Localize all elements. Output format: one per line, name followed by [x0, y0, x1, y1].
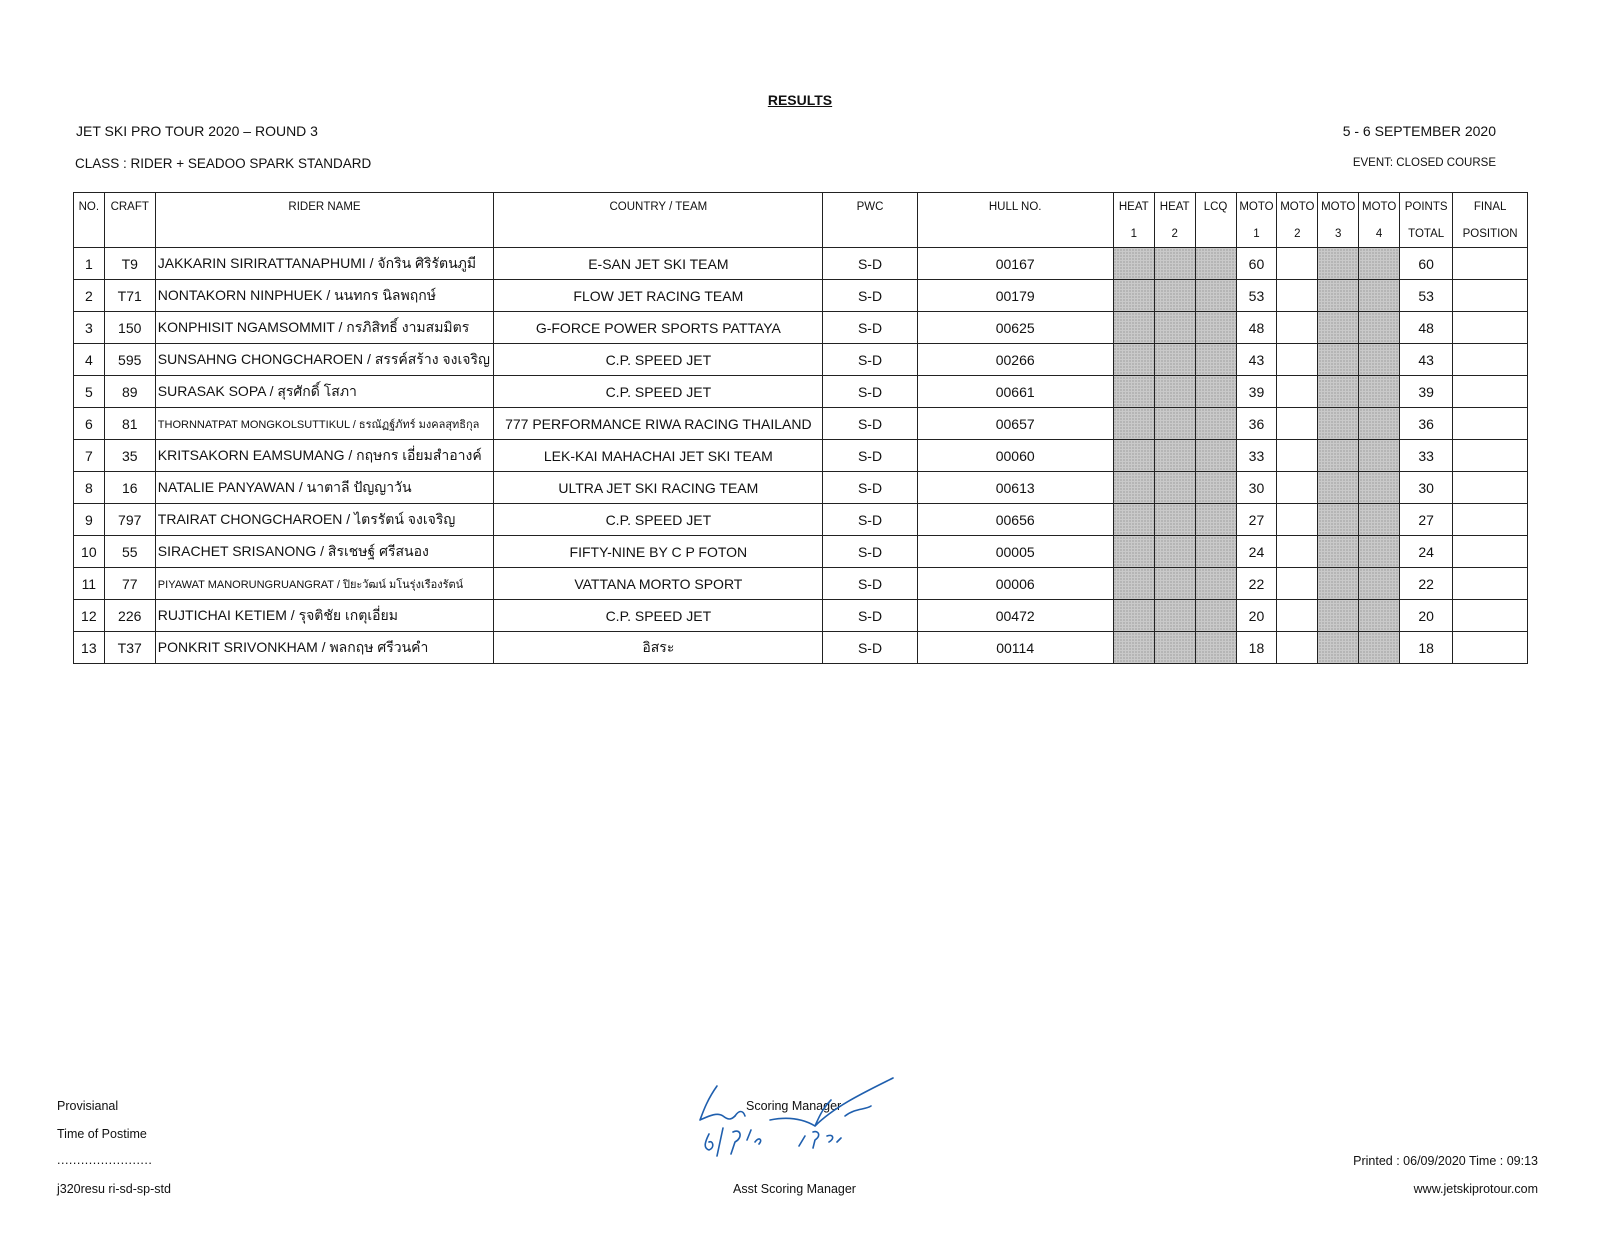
col-hull: HULL NO.: [917, 193, 1113, 221]
table-row: [74, 312, 1528, 344]
cell-heat2: [1154, 440, 1195, 472]
cell-craft: 89: [104, 376, 155, 408]
cell-moto2: [1277, 376, 1318, 408]
cell-moto3: [1318, 280, 1359, 312]
cell-total: 20: [1400, 600, 1453, 632]
cell-moto4: [1359, 312, 1400, 344]
cell-craft: 55: [104, 536, 155, 568]
cell-moto1: 48: [1236, 312, 1277, 344]
cell-craft: 150: [104, 312, 155, 344]
cell-rider: SIRACHET SRISANONG / สิรเชษฐ์ ศรีสนอง: [155, 536, 493, 568]
cell-team: E-SAN JET SKI TEAM: [494, 248, 823, 280]
cell-moto3: [1318, 536, 1359, 568]
asst-scoring-manager-label: Asst Scoring Manager: [733, 1182, 856, 1196]
cell-pwc: S-D: [823, 504, 917, 536]
table-row: [74, 504, 1528, 536]
col-moto4: MOTO: [1359, 193, 1400, 221]
cell-pwc: S-D: [823, 312, 917, 344]
cell-no: 2: [74, 280, 105, 312]
cell-moto3: [1318, 408, 1359, 440]
cell-total: 48: [1400, 312, 1453, 344]
cell-no: 10: [74, 536, 105, 568]
table-row: [74, 280, 1528, 312]
col-moto3: MOTO: [1318, 193, 1359, 221]
cell-final: [1453, 504, 1528, 536]
cell-no: 12: [74, 600, 105, 632]
cell-team: FLOW JET RACING TEAM: [494, 280, 823, 312]
cell-moto3: [1318, 376, 1359, 408]
cell-moto1: 39: [1236, 376, 1277, 408]
cell-hull: 00005: [917, 536, 1113, 568]
table-row: [74, 632, 1528, 664]
cell-pwc: S-D: [823, 440, 917, 472]
col-moto2: MOTO: [1277, 193, 1318, 221]
cell-moto1: 30: [1236, 472, 1277, 504]
cell-total: 24: [1400, 536, 1453, 568]
cell-rider: RUJTICHAI KETIEM / รุจติชัย เกตุเอี่ยม: [155, 600, 493, 632]
event-name: JET SKI PRO TOUR 2020 – ROUND 3: [76, 123, 318, 139]
cell-heat1: [1113, 600, 1154, 632]
cell-moto4: [1359, 408, 1400, 440]
cell-final: [1453, 632, 1528, 664]
cell-moto4: [1359, 248, 1400, 280]
cell-team: C.P. SPEED JET: [494, 504, 823, 536]
cell-moto2: [1277, 600, 1318, 632]
website-url: www.jetskiprotour.com: [1413, 1182, 1538, 1196]
col-points: POINTS: [1400, 193, 1453, 221]
cell-final: [1453, 376, 1528, 408]
cell-hull: 00006: [917, 568, 1113, 600]
cell-total: 39: [1400, 376, 1453, 408]
cell-final: [1453, 408, 1528, 440]
cell-team: FIFTY-NINE BY C P FOTON: [494, 536, 823, 568]
col-no: NO.: [74, 193, 105, 221]
col-heat1-num: 1: [1113, 220, 1154, 248]
cell-no: 1: [74, 248, 105, 280]
cell-moto4: [1359, 504, 1400, 536]
cell-moto3: [1318, 600, 1359, 632]
cell-moto3: [1318, 312, 1359, 344]
cell-moto3: [1318, 632, 1359, 664]
cell-moto3: [1318, 248, 1359, 280]
file-id: j320resu ri-sd-sp-std: [57, 1182, 171, 1196]
scoring-manager-label: Scoring Manager: [746, 1099, 842, 1113]
col-heat2-num: 2: [1154, 220, 1195, 248]
cell-pwc: S-D: [823, 376, 917, 408]
cell-rider: KONPHISIT NGAMSOMMIT / กรภิสิทธิ์ งามสมมิตร: [155, 312, 493, 344]
postime-label: Time of Postime: [57, 1127, 147, 1141]
cell-lcq: [1195, 600, 1236, 632]
cell-no: 8: [74, 472, 105, 504]
col-craft: CRAFT: [104, 193, 155, 221]
cell-heat1: [1113, 248, 1154, 280]
cell-hull: 00060: [917, 440, 1113, 472]
cell-heat2: [1154, 568, 1195, 600]
cell-moto4: [1359, 376, 1400, 408]
cell-moto3: [1318, 504, 1359, 536]
cell-no: 6: [74, 408, 105, 440]
cell-rider: NATALIE PANYAWAN / นาตาลี ปัญญาวัน: [155, 472, 493, 504]
cell-moto4: [1359, 536, 1400, 568]
cell-moto2: [1277, 408, 1318, 440]
header-row: [74, 193, 1528, 221]
cell-moto4: [1359, 440, 1400, 472]
cell-lcq: [1195, 312, 1236, 344]
cell-final: [1453, 344, 1528, 376]
cell-moto4: [1359, 344, 1400, 376]
cell-final: [1453, 472, 1528, 504]
cell-total: 22: [1400, 568, 1453, 600]
cell-craft: T9: [104, 248, 155, 280]
cell-moto1: 18: [1236, 632, 1277, 664]
table-row: [74, 472, 1528, 504]
cell-hull: 00114: [917, 632, 1113, 664]
cell-heat2: [1154, 248, 1195, 280]
col-heat2: HEAT: [1154, 193, 1195, 221]
cell-lcq: [1195, 472, 1236, 504]
cell-team: ULTRA JET SKI RACING TEAM: [494, 472, 823, 504]
cell-craft: 595: [104, 344, 155, 376]
cell-no: 4: [74, 344, 105, 376]
cell-craft: 81: [104, 408, 155, 440]
cell-hull: 00613: [917, 472, 1113, 504]
cell-moto1: 20: [1236, 600, 1277, 632]
cell-hull: 00266: [917, 344, 1113, 376]
cell-moto2: [1277, 568, 1318, 600]
cell-pwc: S-D: [823, 280, 917, 312]
cell-rider: TRAIRAT CHONGCHAROEN / ไตรรัตน์ จงเจริญ: [155, 504, 493, 536]
table-row: [74, 248, 1528, 280]
cell-lcq: [1195, 632, 1236, 664]
cell-moto2: [1277, 632, 1318, 664]
cell-rider: THORNNATPAT MONGKOLSUTTIKUL / ธรณัฏฐ์ภัทร์ มงคลสุทธิกุล: [155, 408, 493, 440]
cell-heat1: [1113, 408, 1154, 440]
col-moto1-num: 1: [1236, 220, 1277, 248]
cell-moto1: 53: [1236, 280, 1277, 312]
cell-lcq: [1195, 536, 1236, 568]
cell-total: 27: [1400, 504, 1453, 536]
cell-team: LEK-KAI MAHACHAI JET SKI TEAM: [494, 440, 823, 472]
cell-craft: 797: [104, 504, 155, 536]
cell-moto4: [1359, 600, 1400, 632]
cell-moto2: [1277, 248, 1318, 280]
cell-craft: T71: [104, 280, 155, 312]
cell-team: G-FORCE POWER SPORTS PATTAYA: [494, 312, 823, 344]
cell-hull: 00656: [917, 504, 1113, 536]
cell-no: 7: [74, 440, 105, 472]
col-rider: RIDER NAME: [155, 193, 493, 221]
cell-lcq: [1195, 248, 1236, 280]
cell-pwc: S-D: [823, 600, 917, 632]
cell-rider: SURASAK SOPA / สุรศักดิ์ โสภา: [155, 376, 493, 408]
printed-timestamp: Printed : 06/09/2020 Time : 09:13: [1353, 1154, 1538, 1168]
cell-heat1: [1113, 536, 1154, 568]
cell-moto2: [1277, 504, 1318, 536]
cell-final: [1453, 280, 1528, 312]
col-moto3-num: 3: [1318, 220, 1359, 248]
provisional-label: Provisianal: [57, 1099, 119, 1113]
cell-heat2: [1154, 536, 1195, 568]
cell-moto2: [1277, 280, 1318, 312]
table-row: [74, 344, 1528, 376]
cell-heat1: [1113, 632, 1154, 664]
cell-team: อิสระ: [494, 632, 823, 664]
cell-lcq: [1195, 568, 1236, 600]
cell-no: 11: [74, 568, 105, 600]
cell-heat1: [1113, 568, 1154, 600]
cell-team: 777 PERFORMANCE RIWA RACING THAILAND: [494, 408, 823, 440]
cell-total: 33: [1400, 440, 1453, 472]
results-table: [73, 192, 1528, 664]
col-moto2-num: 2: [1277, 220, 1318, 248]
cell-heat1: [1113, 312, 1154, 344]
cell-moto3: [1318, 568, 1359, 600]
cell-total: 43: [1400, 344, 1453, 376]
cell-moto2: [1277, 472, 1318, 504]
cell-moto1: 60: [1236, 248, 1277, 280]
col-pwc: PWC: [823, 193, 917, 221]
cell-total: 53: [1400, 280, 1453, 312]
cell-rider: PIYAWAT MANORUNGRUANGRAT / ปิยะวัฒน์ มโนรุ่งเรืองรัตน์: [155, 568, 493, 600]
cell-heat2: [1154, 312, 1195, 344]
cell-rider: PONKRIT SRIVONKHAM / พลกฤษ ศรีวนคำ: [155, 632, 493, 664]
cell-final: [1453, 600, 1528, 632]
cell-heat2: [1154, 600, 1195, 632]
cell-lcq: [1195, 280, 1236, 312]
signature: [695, 1076, 925, 1186]
cell-team: C.P. SPEED JET: [494, 376, 823, 408]
cell-moto2: [1277, 312, 1318, 344]
cell-total: 60: [1400, 248, 1453, 280]
cell-heat1: [1113, 376, 1154, 408]
cell-lcq: [1195, 344, 1236, 376]
cell-heat2: [1154, 472, 1195, 504]
cell-moto2: [1277, 344, 1318, 376]
cell-moto1: 27: [1236, 504, 1277, 536]
cell-heat2: [1154, 280, 1195, 312]
cell-team: C.P. SPEED JET: [494, 344, 823, 376]
event-dates: 5 - 6 SEPTEMBER 2020: [1342, 123, 1496, 139]
cell-heat1: [1113, 472, 1154, 504]
cell-final: [1453, 248, 1528, 280]
cell-final: [1453, 536, 1528, 568]
cell-pwc: S-D: [823, 408, 917, 440]
cell-pwc: S-D: [823, 248, 917, 280]
table-row: [74, 440, 1528, 472]
cell-pwc: S-D: [823, 632, 917, 664]
cell-final: [1453, 312, 1528, 344]
table-row: [74, 408, 1528, 440]
cell-craft: 77: [104, 568, 155, 600]
cell-heat1: [1113, 504, 1154, 536]
cell-moto2: [1277, 536, 1318, 568]
cell-rider: JAKKARIN SIRIRATTANAPHUMI / จักริน ศิริรัตนภูมี: [155, 248, 493, 280]
cell-rider: NONTAKORN NINPHUEK / นนทกร นิลพฤกษ์: [155, 280, 493, 312]
table-row: [74, 376, 1528, 408]
header-row-sub: [74, 220, 1528, 248]
cell-heat1: [1113, 344, 1154, 376]
cell-heat2: [1154, 344, 1195, 376]
cell-moto1: 24: [1236, 536, 1277, 568]
cell-total: 36: [1400, 408, 1453, 440]
col-final-position: POSITION: [1453, 220, 1528, 248]
cell-craft: 16: [104, 472, 155, 504]
postime-value: ........................: [57, 1153, 153, 1167]
cell-no: 5: [74, 376, 105, 408]
cell-no: 13: [74, 632, 105, 664]
event-type: EVENT: CLOSED COURSE: [1352, 157, 1496, 169]
cell-moto4: [1359, 568, 1400, 600]
cell-moto1: 36: [1236, 408, 1277, 440]
cell-no: 3: [74, 312, 105, 344]
col-final: FINAL: [1453, 193, 1528, 221]
cell-hull: 00179: [917, 280, 1113, 312]
cell-moto4: [1359, 632, 1400, 664]
class-label: CLASS : RIDER + SEADOO SPARK STANDARD: [75, 156, 372, 171]
cell-moto3: [1318, 344, 1359, 376]
cell-hull: 00472: [917, 600, 1113, 632]
cell-lcq: [1195, 440, 1236, 472]
cell-heat1: [1113, 280, 1154, 312]
cell-heat2: [1154, 408, 1195, 440]
cell-hull: 00167: [917, 248, 1113, 280]
cell-lcq: [1195, 376, 1236, 408]
cell-pwc: S-D: [823, 568, 917, 600]
cell-pwc: S-D: [823, 344, 917, 376]
cell-team: C.P. SPEED JET: [494, 600, 823, 632]
col-moto4-num: 4: [1359, 220, 1400, 248]
cell-lcq: [1195, 408, 1236, 440]
cell-moto1: 22: [1236, 568, 1277, 600]
col-country: COUNTRY / TEAM: [494, 193, 823, 221]
cell-moto3: [1318, 440, 1359, 472]
col-lcq: LCQ: [1195, 193, 1236, 221]
cell-moto1: 43: [1236, 344, 1277, 376]
cell-pwc: S-D: [823, 472, 917, 504]
col-moto1: MOTO: [1236, 193, 1277, 221]
table-row: [74, 536, 1528, 568]
cell-moto4: [1359, 472, 1400, 504]
col-heat1: HEAT: [1113, 193, 1154, 221]
cell-hull: 00661: [917, 376, 1113, 408]
cell-craft: T37: [104, 632, 155, 664]
cell-team: VATTANA MORTO SPORT: [494, 568, 823, 600]
cell-heat1: [1113, 440, 1154, 472]
cell-moto1: 33: [1236, 440, 1277, 472]
cell-rider: SUNSAHNG CHONGCHAROEN / สรรค์สร้าง จงเจริญ: [155, 344, 493, 376]
cell-moto2: [1277, 440, 1318, 472]
cell-final: [1453, 568, 1528, 600]
cell-craft: 35: [104, 440, 155, 472]
cell-rider: KRITSAKORN EAMSUMANG / กฤษกร เอี่ยมสำอางค์: [155, 440, 493, 472]
cell-moto4: [1359, 280, 1400, 312]
cell-heat2: [1154, 504, 1195, 536]
page-title: RESULTS: [767, 92, 833, 108]
cell-final: [1453, 440, 1528, 472]
table-row: [74, 600, 1528, 632]
cell-hull: 00625: [917, 312, 1113, 344]
cell-lcq: [1195, 504, 1236, 536]
cell-moto3: [1318, 472, 1359, 504]
cell-total: 18: [1400, 632, 1453, 664]
cell-pwc: S-D: [823, 536, 917, 568]
cell-heat2: [1154, 632, 1195, 664]
table-row: [74, 568, 1528, 600]
cell-hull: 00657: [917, 408, 1113, 440]
col-points-total: TOTAL: [1400, 220, 1453, 248]
cell-total: 30: [1400, 472, 1453, 504]
cell-craft: 226: [104, 600, 155, 632]
cell-no: 9: [74, 504, 105, 536]
cell-heat2: [1154, 376, 1195, 408]
